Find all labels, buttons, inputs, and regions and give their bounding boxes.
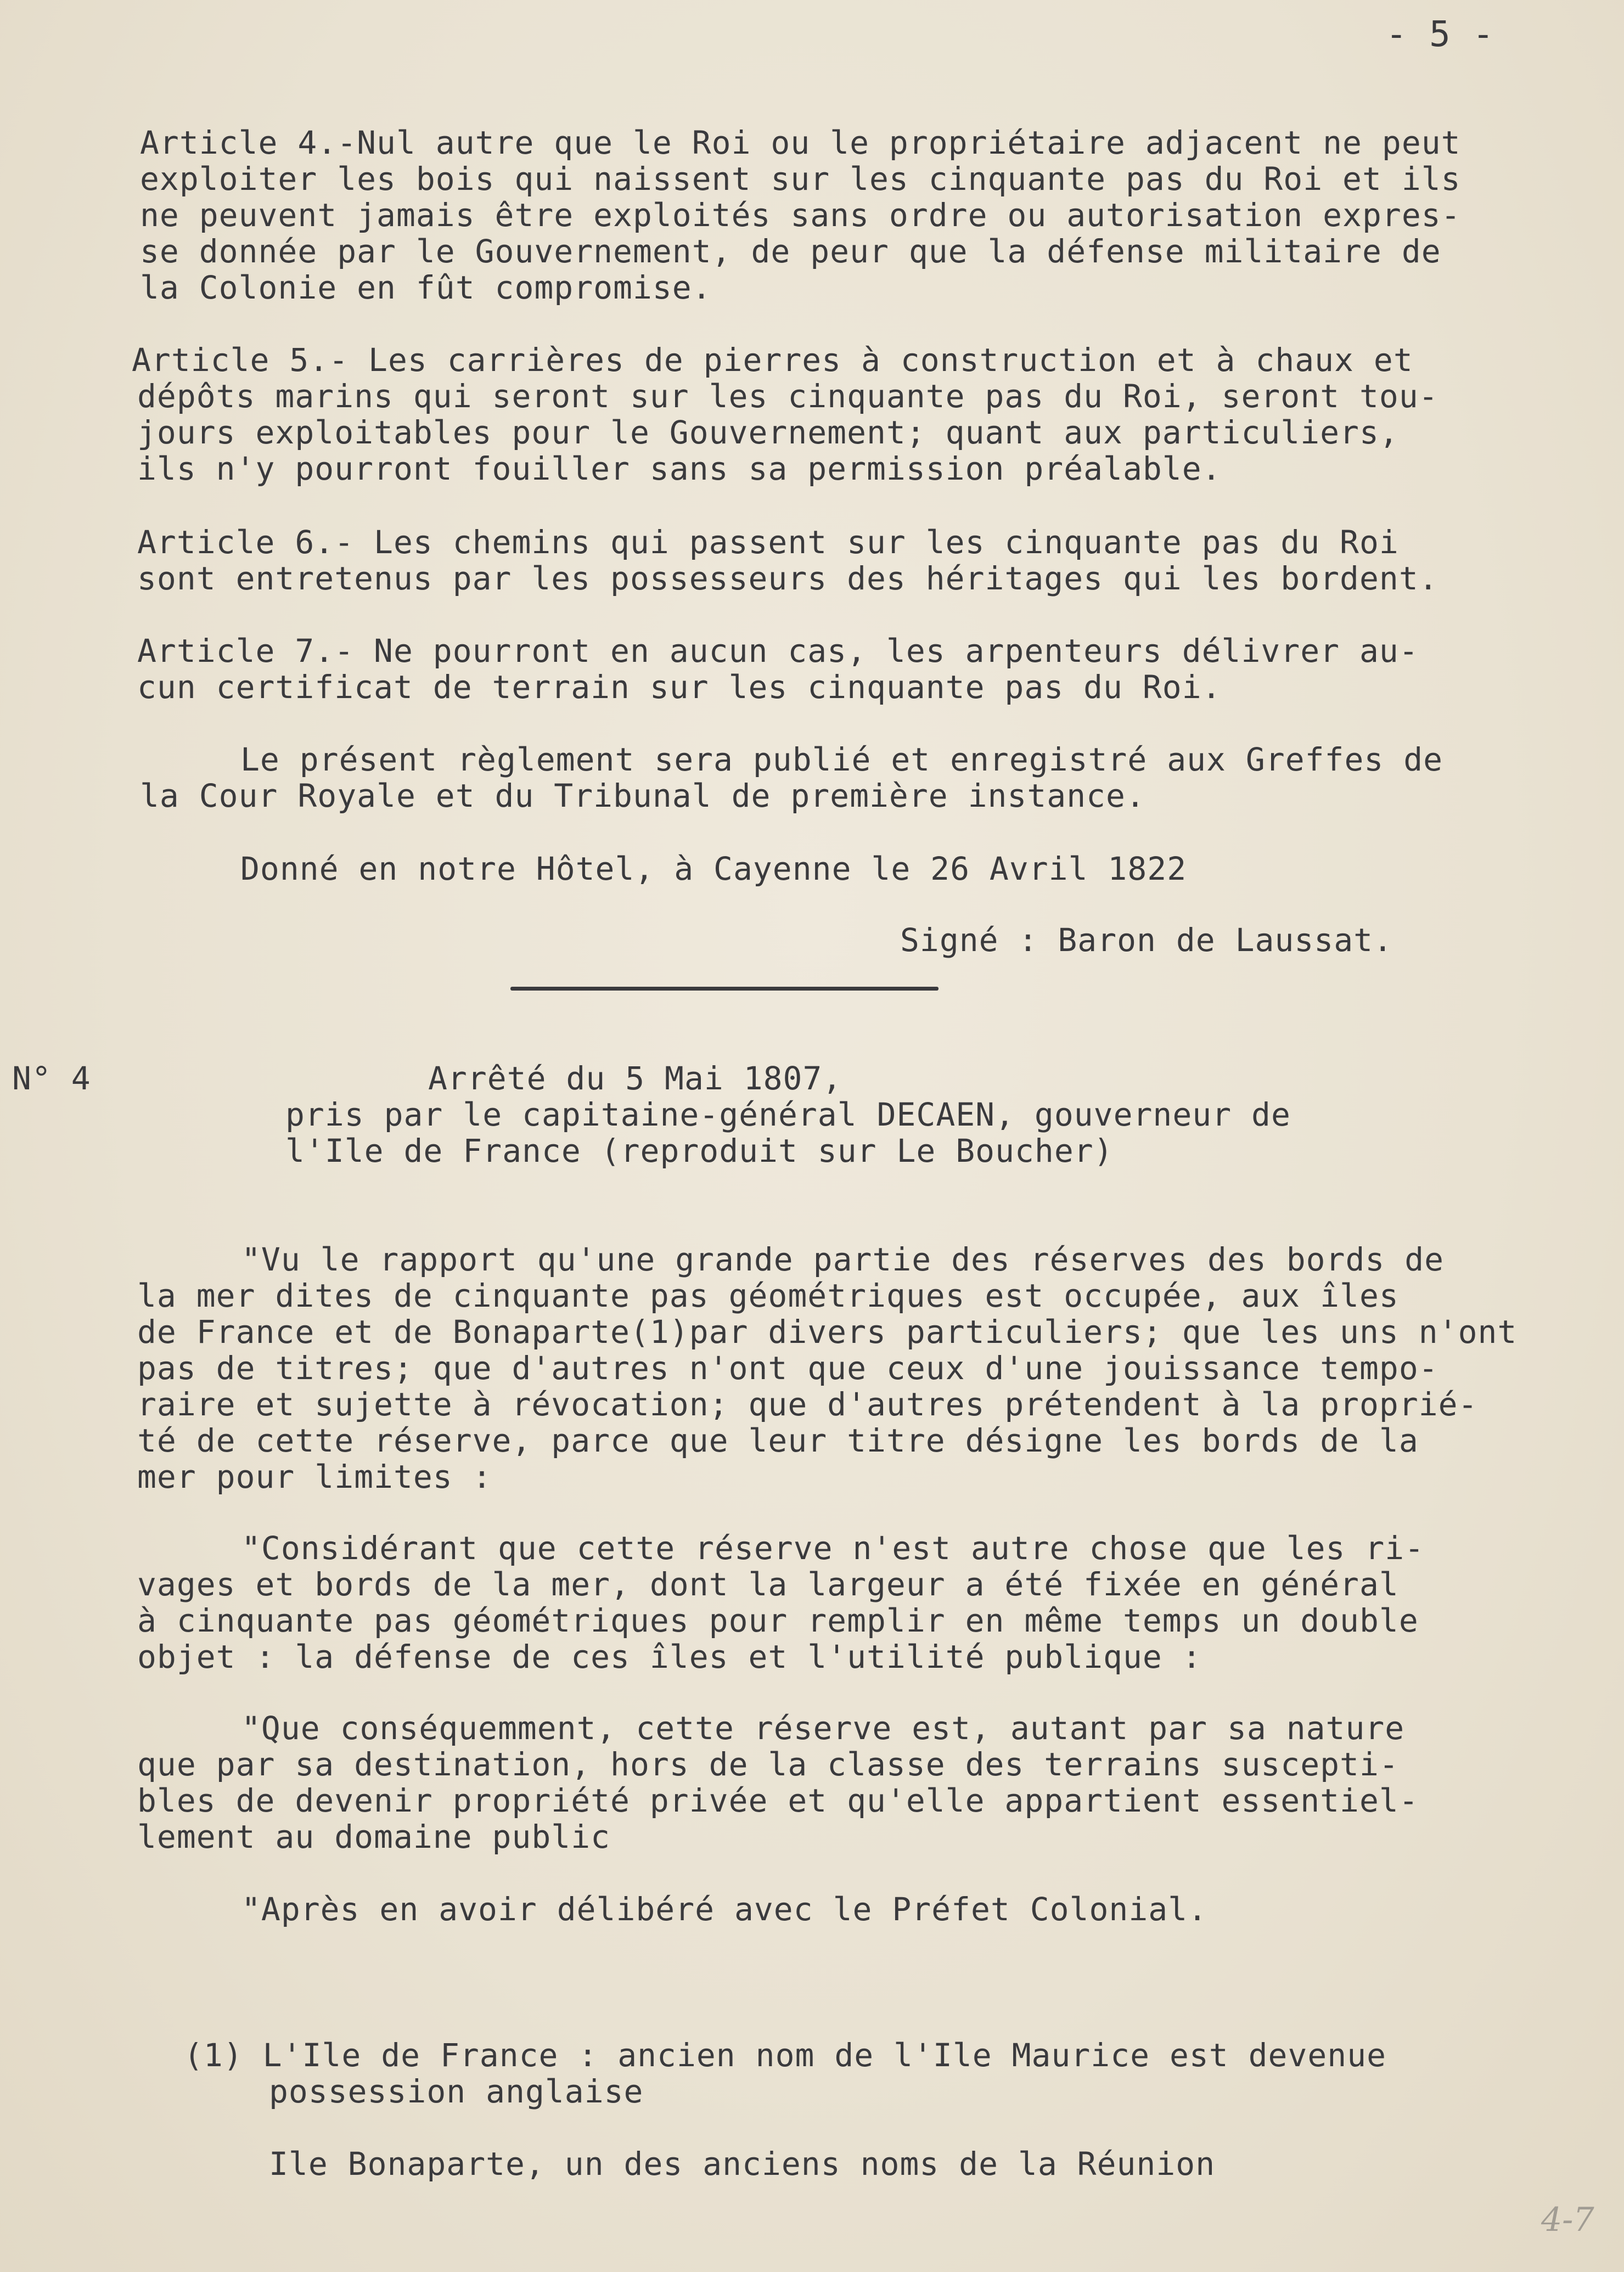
footnote-line: (1) L'Ile de France : ancien nom de l'Ile Maurice est devenue xyxy=(184,2037,1387,2074)
que-paragraph-line: bles de devenir propriété privée et qu'elle appartient essentiel- xyxy=(137,1782,1419,1819)
section-divider xyxy=(510,987,939,991)
vu-paragraph-line: raire et sujette à révocation; que d'autres prétendent à la proprié- xyxy=(137,1386,1478,1423)
arrete-header-line: pris par le capitaine-général DECAEN, gouverneur de xyxy=(285,1096,1291,1133)
corner-annotation: 4-7 xyxy=(1541,2201,1594,2239)
considerant-paragraph-line: à cinquante pas géométriques pour remplir en même temps un double xyxy=(137,1602,1419,1639)
vu-paragraph-line: de France et de Bonaparte(1)par divers particuliers; que les uns n'ont xyxy=(137,1313,1518,1351)
considerant-paragraph-line: "Considérant que cette réserve n'est autre chose que les ri- xyxy=(241,1529,1425,1567)
article-5-line: dépôts marins qui seront sur les cinquante pas du Roi, seront tou- xyxy=(137,378,1438,415)
apres-paragraph-line: "Après en avoir délibéré avec le Préfet Colonial. xyxy=(241,1891,1208,1928)
que-paragraph-line: que par sa destination, hors de la classe des terrains suscepti- xyxy=(137,1746,1399,1783)
que-paragraph-line: lement au domaine public xyxy=(137,1818,611,1855)
article-4-line: ne peuvent jamais être exploités sans ordre ou autorisation expres- xyxy=(140,196,1461,234)
article-4-line: Article 4.-Nul autre que le Roi ou le propriétaire adjacent ne peut xyxy=(140,124,1461,161)
que-paragraph-line: "Que conséquemment, cette réserve est, autant par sa nature xyxy=(241,1709,1405,1747)
article-7-line: Article 7.- Ne pourront en aucun cas, les arpenteurs délivrer au- xyxy=(137,632,1419,670)
article-7-line: cun certificat de terrain sur les cinquante pas du Roi. xyxy=(137,668,1222,706)
vu-paragraph-line: "Vu le rapport qu'une grande partie des réserves des bords de xyxy=(241,1241,1445,1278)
page-number: - 5 - xyxy=(1386,14,1494,55)
footnote-line: possession anglaise xyxy=(269,2073,644,2110)
article-4-line: se donnée par le Gouvernement, de peur que la défense militaire de xyxy=(140,233,1441,270)
vu-paragraph-line: pas de titres; que d'autres n'ont que ceux d'une jouissance tempo- xyxy=(137,1349,1438,1387)
vu-paragraph-line: té de cette réserve, parce que leur titre désigne les bords de la xyxy=(137,1422,1419,1459)
article-6-line: sont entretenus par les possesseurs des héritages qui les bordent. xyxy=(137,560,1438,597)
considerant-paragraph-line: objet : la défense de ces îles et l'utilité publique : xyxy=(137,1638,1202,1675)
considerant-paragraph-line: vages et bords de la mer, dont la largeur a été fixée en général xyxy=(137,1566,1399,1603)
given-at-line: Donné en notre Hôtel, à Cayenne le 26 Avril 1822 xyxy=(240,850,1187,887)
article-5-line: Article 5.- Les carrières de pierres à construction et à chaux et xyxy=(132,341,1413,379)
article-5-line: jours exploitables pour le Gouvernement; quant aux particuliers, xyxy=(137,414,1399,451)
publication-line: la Cour Royale et du Tribunal de première instance. xyxy=(140,777,1145,814)
vu-paragraph-line: mer pour limites : xyxy=(137,1458,492,1495)
signature-line: Signé : Baron de Laussat. xyxy=(900,921,1393,959)
arrete-header-line: l'Ile de France (reproduit sur Le Boucher) xyxy=(285,1132,1114,1169)
publication-line: Le présent règlement sera publié et enregistré aux Greffes de xyxy=(240,741,1443,778)
article-4-line: la Colonie en fût compromise. xyxy=(140,269,712,306)
arrete-header-line: Arrêté du 5 Mai 1807, xyxy=(428,1060,842,1097)
article-5-line: ils n'y pourront fouiller sans sa permission préalable. xyxy=(137,450,1222,487)
margin-number: N° 4 xyxy=(12,1060,91,1097)
vu-paragraph-line: la mer dites de cinquante pas géométriques est occupée, aux îles xyxy=(137,1277,1399,1314)
article-6-line: Article 6.- Les chemins qui passent sur les cinquante pas du Roi xyxy=(137,524,1399,561)
footnote-second-line: Ile Bonaparte, un des anciens noms de la Réunion xyxy=(269,2145,1216,2183)
article-4-line: exploiter les bois qui naissent sur les cinquante pas du Roi et ils xyxy=(140,160,1461,198)
